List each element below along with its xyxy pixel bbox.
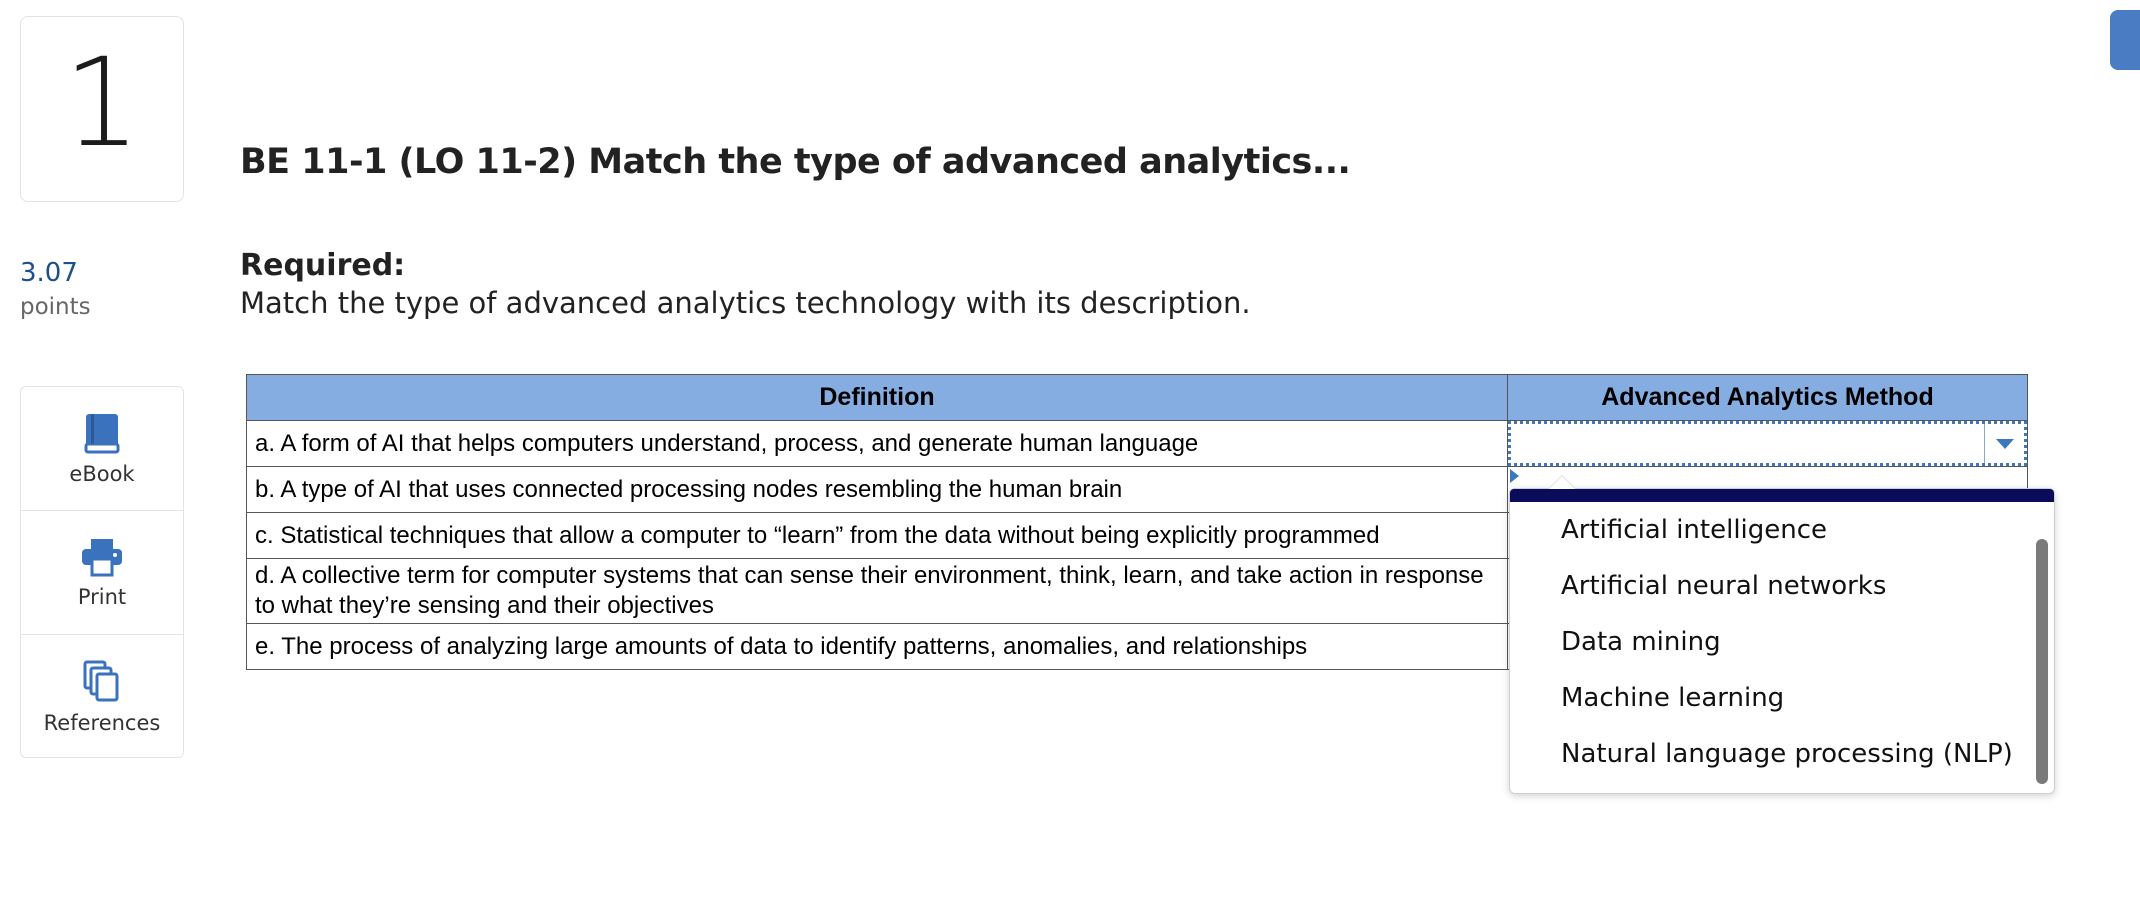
answer-select-a[interactable] xyxy=(1508,421,2028,467)
question-number: 1 xyxy=(63,32,141,174)
dropdown-option[interactable]: Machine learning xyxy=(1561,683,1785,713)
ebook-label: eBook xyxy=(69,461,135,486)
dropdown-option[interactable]: Natural language processing (NLP) xyxy=(1561,739,2013,769)
required-label: Required: xyxy=(240,248,406,283)
dropdown-pointer-icon xyxy=(1510,469,1519,483)
side-panel-tab[interactable] xyxy=(2110,10,2140,70)
dropdown-option[interactable]: Artificial neural networks xyxy=(1561,571,1887,601)
copy-documents-icon xyxy=(82,659,122,703)
points-value: 3.07 xyxy=(20,258,78,288)
answer-select-focused[interactable] xyxy=(1508,421,2027,466)
dropdown-scrollbar[interactable] xyxy=(2036,539,2048,784)
dropdown-option[interactable]: Artificial intelligence xyxy=(1561,515,1828,545)
ebook-button[interactable] xyxy=(21,387,183,511)
definition-cell-c: c. Statistical techniques that allow a computer to “learn” from the data without being explicitly programmed xyxy=(247,513,1508,559)
question-number-box xyxy=(20,16,184,202)
table-header-row xyxy=(247,375,2028,421)
definition-cell-e: e. The process of analyzing large amounts of data to identify patterns, anomalies, and relationships xyxy=(247,624,1508,670)
printer-icon xyxy=(80,537,124,577)
points-label: points xyxy=(20,294,91,320)
definition-header: Definition xyxy=(247,375,1508,421)
references-label: References xyxy=(43,711,161,735)
tools-panel xyxy=(20,386,184,758)
dropdown-option[interactable]: Data mining xyxy=(1561,627,1721,657)
instruction-text: Match the type of advanced analytics technology with its description. xyxy=(240,286,1251,320)
method-header: Advanced Analytics Method xyxy=(1508,375,2028,421)
print-button[interactable] xyxy=(21,511,183,635)
table-row xyxy=(247,421,2028,467)
references-button[interactable] xyxy=(21,635,183,758)
definition-cell-d: d. A collective term for computer systems that can sense their environment, think, learn, and take action in response to what they’re sensing and their objectives xyxy=(247,559,1508,624)
print-label: Print xyxy=(77,584,127,609)
dropdown-caret-icon xyxy=(1548,475,1576,489)
dropdown-topbar xyxy=(1510,489,2054,502)
chevron-down-icon[interactable] xyxy=(1984,424,2024,463)
definition-cell-a: a. A form of AI that helps computers understand, process, and generate human language xyxy=(247,421,1508,467)
answer-dropdown-list xyxy=(1509,488,2055,794)
question-title: BE 11-1 (LO 11-2) Match the type of advanced analytics... xyxy=(240,142,1351,182)
book-icon xyxy=(82,412,122,454)
definition-cell-b: b. A type of AI that uses connected processing nodes resembling the human brain xyxy=(247,467,1508,513)
